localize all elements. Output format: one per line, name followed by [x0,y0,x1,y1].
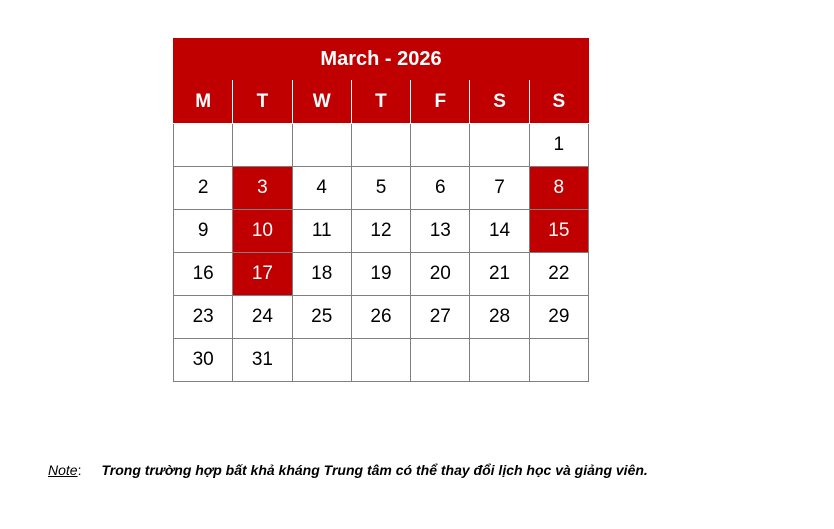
calendar-empty-cell [351,124,410,167]
weekday-wed: W [292,81,351,124]
calendar-day-23: 23 [174,296,233,339]
note-label: Note [48,462,78,478]
calendar-day-20: 20 [411,253,470,296]
calendar-week-row [174,253,589,296]
calendar-week-row [174,210,589,253]
calendar-day-7: 7 [470,167,529,210]
weekday-fri: F [411,81,470,124]
calendar-day-28: 28 [470,296,529,339]
calendar-day-12: 12 [351,210,410,253]
calendar-day-19: 19 [351,253,410,296]
calendar-day-6: 6 [411,167,470,210]
calendar-day-21: 21 [470,253,529,296]
calendar-day-14: 14 [470,210,529,253]
note-separator: : [77,462,82,478]
calendar-day-29: 29 [529,296,588,339]
calendar-day-25: 25 [292,296,351,339]
calendar-day-4: 4 [292,167,351,210]
calendar-empty-cell [411,339,470,382]
calendar-day-10: 10 [233,210,292,253]
calendar-empty-cell [529,339,588,382]
calendar-day-26: 26 [351,296,410,339]
calendar-day-5: 5 [351,167,410,210]
weekday-header-row [174,81,589,124]
calendar-empty-cell [233,124,292,167]
calendar-week-row [174,296,589,339]
calendar-week-row [174,124,589,167]
calendar-empty-cell [174,124,233,167]
calendar-day-13: 13 [411,210,470,253]
weekday-sat: S [470,81,529,124]
calendar-empty-cell [351,339,410,382]
calendar-empty-cell [292,339,351,382]
weekday-thu: T [351,81,410,124]
calendar-title: March - 2026 [173,38,589,80]
weekday-mon: M [174,81,233,124]
calendar-empty-cell [292,124,351,167]
note-text: Trong trường hợp bất khả kháng Trung tâm có thể thay đổi lịch học và giảng viên. [101,462,648,478]
calendar-day-31: 31 [233,339,292,382]
calendar-day-27: 27 [411,296,470,339]
calendar-day-22: 22 [529,253,588,296]
calendar [173,38,589,382]
calendar-day-11: 11 [292,210,351,253]
note [48,462,648,478]
weekday-sun: S [529,81,588,124]
calendar-body [174,124,589,382]
calendar-empty-cell [470,124,529,167]
calendar-day-3: 3 [233,167,292,210]
calendar-day-1: 1 [529,124,588,167]
calendar-day-16: 16 [174,253,233,296]
calendar-day-18: 18 [292,253,351,296]
calendar-day-8: 8 [529,167,588,210]
calendar-week-row [174,339,589,382]
weekday-tue: T [233,81,292,124]
calendar-day-24: 24 [233,296,292,339]
calendar-day-2: 2 [174,167,233,210]
calendar-grid [173,80,589,382]
calendar-day-15: 15 [529,210,588,253]
calendar-day-30: 30 [174,339,233,382]
calendar-day-17: 17 [233,253,292,296]
calendar-empty-cell [411,124,470,167]
calendar-week-row [174,167,589,210]
calendar-day-9: 9 [174,210,233,253]
calendar-empty-cell [470,339,529,382]
